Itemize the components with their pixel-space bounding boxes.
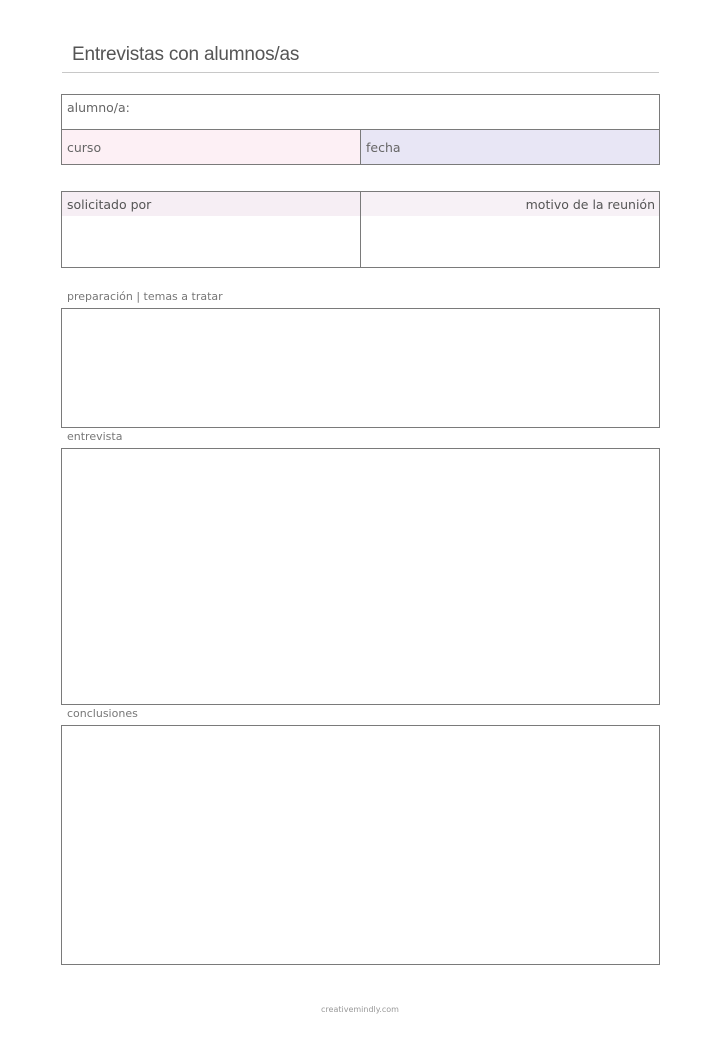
- interview-label: entrevista: [67, 430, 123, 443]
- date-label: fecha: [366, 140, 401, 155]
- student-name-field[interactable]: [62, 95, 659, 130]
- requested-by-field[interactable]: [62, 192, 361, 267]
- meeting-reason-header: [361, 192, 659, 216]
- meeting-reason-label: motivo de la reunión: [525, 197, 655, 212]
- course-field[interactable]: [62, 130, 361, 164]
- preparation-label: preparación | temas a tratar: [67, 290, 223, 303]
- title-divider: [62, 72, 659, 73]
- student-name-label: alumno/a:: [67, 100, 130, 115]
- course-label: curso: [67, 140, 102, 155]
- meeting-reason-field[interactable]: [361, 192, 659, 267]
- requested-by-header: [62, 192, 360, 216]
- date-field[interactable]: [361, 130, 659, 164]
- meeting-request-table: [61, 191, 660, 268]
- requested-by-label: solicitado por: [67, 197, 152, 212]
- footer-site: creativemindly.com: [321, 1005, 399, 1014]
- conclusions-label: conclusiones: [67, 707, 138, 720]
- conclusions-notes-box[interactable]: [61, 725, 660, 965]
- interview-notes-box[interactable]: [61, 448, 660, 705]
- preparation-notes-box[interactable]: [61, 308, 660, 428]
- student-info-table: [61, 94, 660, 165]
- page-title: Entrevistas con alumnos/as: [72, 44, 300, 65]
